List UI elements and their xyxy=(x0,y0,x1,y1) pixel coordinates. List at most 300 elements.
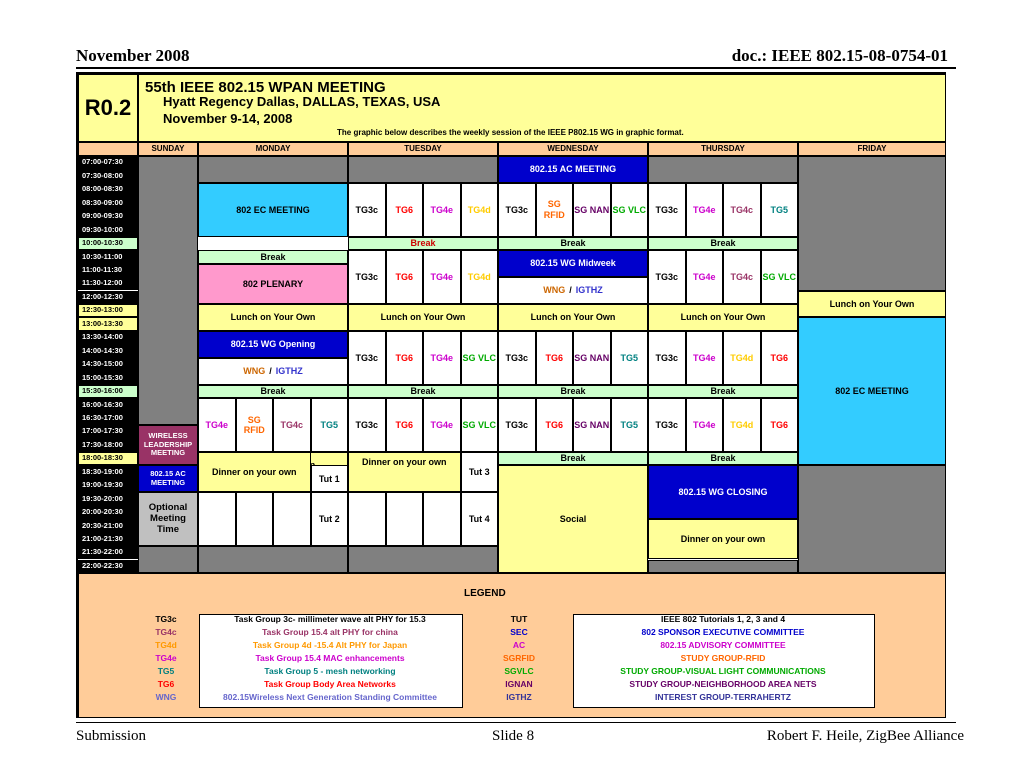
wednesday-pm1-tg6-label: TG6 xyxy=(545,352,563,363)
igthz-label: IGTHZ xyxy=(275,366,303,377)
tuesday-am-tg6-label: TG6 xyxy=(395,204,413,215)
monday-pm-tg4c-label: TG4c xyxy=(280,419,303,430)
time-slot xyxy=(78,560,138,573)
tuesday-pm2-tg4e-label: TG4e xyxy=(430,419,453,430)
monday-pm-tg4e[interactable] xyxy=(198,398,236,452)
time-slot xyxy=(78,358,138,371)
friday-lunch xyxy=(798,291,946,318)
tuesday-pm1-sg-vlc[interactable] xyxy=(461,331,499,385)
wednesday-pm2-tg3c[interactable] xyxy=(498,398,536,452)
time-slot-label: 18:30-19:00 xyxy=(82,466,123,476)
thursday-pm1-tg3c[interactable] xyxy=(648,331,686,385)
thursday-pm2-tg4d-label: TG4d xyxy=(730,419,754,430)
thursday-pm2-tg3c[interactable] xyxy=(648,398,686,452)
wednesday-pm1-tg5[interactable] xyxy=(611,331,649,385)
thursday-wg-closing-label: 802.15 WG CLOSING xyxy=(678,487,768,498)
wednesday-am-tg3c-label: TG3c xyxy=(505,204,528,215)
time-slot-label: 09:30-10:00 xyxy=(82,224,123,234)
wednesday-pm2-sg-nan[interactable] xyxy=(573,398,611,452)
banner-venue: Hyatt Regency Dallas, DALLAS, TEXAS, USA xyxy=(163,94,441,109)
tuesday-tut4-label: Tut 4 xyxy=(468,513,490,524)
time-slot xyxy=(78,479,138,492)
time-slot-label: 15:30-16:00 xyxy=(82,386,123,396)
wednesday-social xyxy=(498,465,648,573)
monday-late-gray xyxy=(198,546,348,573)
monday-tut2-label: Tut 2 xyxy=(318,513,340,524)
time-slot xyxy=(78,425,138,438)
tuesday-pm1-tg4e-label: TG4e xyxy=(430,352,453,363)
thursday-mid-sg-vlc-label: SG VLC xyxy=(762,271,796,282)
time-slot xyxy=(78,438,138,451)
tuesday-am-tg3c-label: TG3c xyxy=(355,204,378,215)
monday-evening-slot xyxy=(273,492,311,546)
tuesday-am-tg4e[interactable] xyxy=(423,183,461,237)
time-slot xyxy=(78,250,138,263)
thursday-mid-tg3c[interactable] xyxy=(648,250,686,304)
thursday-pm2-tg4d[interactable] xyxy=(723,398,761,452)
slash-label: / xyxy=(269,366,272,377)
time-slot-label: 17:00-17:30 xyxy=(82,426,123,436)
monday-early-gray xyxy=(198,156,348,183)
time-slot xyxy=(78,331,138,344)
legend-desc: STUDY GROUP-VISUAL LIGHT COMMUNICATIONS xyxy=(620,665,826,676)
monday-wg-opening xyxy=(198,331,348,358)
monday-lunch xyxy=(198,304,348,331)
time-slot-label: 15:00-15:30 xyxy=(82,372,123,382)
legend-desc: Task Group 3c- millimeter wave alt PHY for 15.3 xyxy=(234,613,426,624)
time-slot-label: 11:00-11:30 xyxy=(82,265,123,274)
tuesday-dinner-label: Dinner on your own xyxy=(362,456,447,467)
thursday-pm2-tg6-label: TG6 xyxy=(770,419,788,430)
time-slot xyxy=(78,169,138,182)
thursday-am-tg4e-label: TG4e xyxy=(692,204,716,215)
legend-abbr: WNG xyxy=(155,691,177,702)
footer-author: Robert F. Heile, ZigBee Alliance xyxy=(766,728,964,744)
tuesday-mid-tg4d[interactable] xyxy=(461,250,499,304)
monday-pm-tg5-label: TG5 xyxy=(320,419,338,430)
thursday-dinner-label: Dinner on your own xyxy=(680,534,766,545)
tuesday-break-am xyxy=(348,237,498,250)
thursday-mid-tg3c-label: TG3c xyxy=(655,271,678,282)
legend-desc: STUDY GROUP-RFID xyxy=(680,652,766,663)
tuesday-evening-slot xyxy=(423,492,461,546)
time-slot-label: 08:30-09:00 xyxy=(82,197,123,207)
thursday-pm1-tg4d-label: TG4d xyxy=(730,352,754,363)
wednesday-am-sg-rfid-label: SG RFID xyxy=(543,199,565,220)
monday-plenary xyxy=(198,264,348,304)
time-slot-label: 14:30-15:00 xyxy=(82,359,123,369)
monday-wng-igthz xyxy=(198,358,348,385)
thursday-pm1-tg4e[interactable] xyxy=(686,331,724,385)
sunday-ac-meeting xyxy=(138,465,198,492)
legend-desc: IEEE 802 Tutorials 1, 2, 3 and 4 xyxy=(660,613,786,624)
monday-evening-slot xyxy=(236,492,274,546)
monday-break-am xyxy=(198,250,348,263)
time-slot xyxy=(78,344,138,357)
legend-abbr: SGRFID xyxy=(502,652,536,663)
wednesday-pm2-tg6-label: TG6 xyxy=(545,419,563,430)
time-slot-label: 17:30-18:00 xyxy=(82,439,123,449)
wednesday-social-label: Social xyxy=(559,513,587,524)
time-slot-label: 09:00-09:30 xyxy=(82,211,123,221)
monday-pm-tg4e-label: TG4e xyxy=(205,419,228,430)
wednesday-break-am xyxy=(498,237,648,250)
time-slot-label: 16:00-16:30 xyxy=(82,399,123,409)
wednesday-wg-midweek xyxy=(498,250,648,277)
wednesday-break-eve xyxy=(498,452,648,465)
tuesday-mid-tg6-label: TG6 xyxy=(395,271,413,282)
revision-badge xyxy=(78,74,138,142)
time-slot xyxy=(78,156,138,169)
day-header-thursday xyxy=(648,142,798,156)
schedule-grid xyxy=(76,72,946,718)
time-slot xyxy=(78,546,138,559)
thursday-dinner xyxy=(648,519,798,559)
thursday-mid-tg4e-label: TG4e xyxy=(692,271,716,282)
time-slot xyxy=(78,465,138,478)
tuesday-pm1-tg6-label: TG6 xyxy=(395,352,413,363)
time-slot xyxy=(78,452,138,465)
thursday-early-gray xyxy=(648,156,798,183)
legend-desc: Task Group 5 - mesh networking xyxy=(264,665,396,676)
wednesday-break-pm-label: Break xyxy=(560,386,586,397)
optional-meeting-time xyxy=(138,492,198,546)
time-slot-label: 12:30-13:00 xyxy=(82,305,123,315)
time-slot xyxy=(78,237,138,250)
thursday-pm1-tg6-label: TG6 xyxy=(770,352,788,363)
tuesday-evening-slot xyxy=(386,492,424,546)
tuesday-evening-slot xyxy=(348,492,386,546)
monday-ec-meeting xyxy=(198,183,348,237)
tuesday-pm1-tg6[interactable] xyxy=(386,331,424,385)
thursday-pm1-tg6[interactable] xyxy=(761,331,799,385)
slash-label: / xyxy=(569,285,572,296)
wednesday-pm1-tg3c-label: TG3c xyxy=(505,352,528,363)
legend-abbr: TG3c xyxy=(155,613,177,624)
wednesday-pm2-tg3c-label: TG3c xyxy=(505,419,528,430)
wednesday-pm1-sg-nan[interactable] xyxy=(573,331,611,385)
time-slot xyxy=(78,317,138,330)
thursday-pm2-tg4e-label: TG4e xyxy=(692,419,716,430)
time-slot-label: 11:30-12:00 xyxy=(82,278,123,288)
legend-abbr: TG4c xyxy=(155,626,177,637)
header-doc-id: doc.: IEEE 802.15-08-0754-01 xyxy=(731,46,948,65)
tuesday-pm1-tg3c[interactable] xyxy=(348,331,386,385)
time-slot xyxy=(78,223,138,236)
day-header-monday-label: MONDAY xyxy=(255,144,291,154)
wednesday-am-tg3c[interactable] xyxy=(498,183,536,237)
thursday-pm1-tg4e-label: TG4e xyxy=(692,352,716,363)
wednesday-break-am-label: Break xyxy=(560,238,586,249)
thursday-mid-tg4e[interactable] xyxy=(686,250,724,304)
tuesday-am-tg4e-label: TG4e xyxy=(430,204,453,215)
time-slot-label: 13:00-13:30 xyxy=(82,318,123,328)
legend-desc: Task Group 15.4 MAC enhancements xyxy=(255,652,405,663)
legend-abbr: IGNAN xyxy=(505,678,533,689)
tuesday-pm1-sg-vlc-label: SG VLC xyxy=(462,352,496,363)
time-slot xyxy=(78,412,138,425)
tuesday-tut3[interactable] xyxy=(461,452,499,492)
wednesday-am-sg-vlc-label: SG VLC xyxy=(612,204,646,215)
wednesday-pm2-sg-nan-label: SG NAN xyxy=(574,419,610,430)
time-slot-label: 21:00-21:30 xyxy=(82,534,123,543)
thursday-am-tg5-label: TG5 xyxy=(770,204,788,215)
tuesday-mid-tg4e-label: TG4e xyxy=(430,271,453,282)
friday-late-gray xyxy=(798,465,946,573)
time-slot xyxy=(78,264,138,277)
friday-lunch-label: Lunch on Your Own xyxy=(829,298,915,309)
legend-abbr: TG4e xyxy=(155,652,177,663)
legend-abbr: TG4d xyxy=(155,639,177,650)
wednesday-am-sg-vlc[interactable] xyxy=(611,183,649,237)
monday-break-pm xyxy=(198,385,348,398)
time-slot-label: 21:30-22:00 xyxy=(82,547,123,557)
thursday-am-tg3c-label: TG3c xyxy=(655,204,678,215)
monday-tut2[interactable] xyxy=(311,492,349,546)
time-slot xyxy=(78,304,138,317)
wednesday-pm1-sg-nan-label: SG NAN xyxy=(574,352,610,363)
wednesday-pm2-tg5-label: TG5 xyxy=(620,419,638,430)
footer-slide: Slide 8 xyxy=(492,728,535,744)
monday-dinner xyxy=(198,452,311,492)
tuesday-pm1-tg3c-label: TG3c xyxy=(355,352,378,363)
day-header-wednesday-label: WEDNESDAY xyxy=(547,144,599,154)
time-slot-label: 20:30-21:00 xyxy=(82,520,123,530)
monday-break-pm-label: Break xyxy=(260,386,286,397)
legend-abbr: AC xyxy=(512,639,526,650)
monday-pm-tg4c[interactable] xyxy=(273,398,311,452)
day-header-blank xyxy=(78,142,138,156)
thursday-am-tg4e[interactable] xyxy=(686,183,724,237)
thursday-mid-sg-vlc[interactable] xyxy=(761,250,799,304)
revision-badge-label: R0.2 xyxy=(84,95,132,121)
sunday-gray xyxy=(138,156,198,425)
tuesday-dinner xyxy=(348,452,461,492)
tuesday-pm2-tg4e[interactable] xyxy=(423,398,461,452)
day-header-friday-label: FRIDAY xyxy=(857,144,887,154)
tuesday-tut4[interactable] xyxy=(461,492,499,546)
banner-note: The graphic below describes the weekly session of the IEEE P802.15 WG in graphic format. xyxy=(337,128,684,137)
wednesday-ac-meeting xyxy=(498,156,648,183)
monday-tut1[interactable] xyxy=(311,465,349,492)
thursday-pm1-tg4d[interactable] xyxy=(723,331,761,385)
banner-title: 55th IEEE 802.15 WPAN MEETING xyxy=(145,79,386,96)
friday-ec-meeting-label: 802 EC MEETING xyxy=(835,386,909,397)
legend-desc: 802.15Wireless Next Generation Standing Committee xyxy=(223,691,437,702)
tuesday-am-tg6[interactable] xyxy=(386,183,424,237)
banner-box xyxy=(138,74,946,142)
legend-abbr: SEC xyxy=(510,626,528,637)
thursday-break-am-label: Break xyxy=(710,238,736,249)
wednesday-lunch-label: Lunch on Your Own xyxy=(530,312,616,323)
legend-panel xyxy=(78,573,946,718)
day-header-wednesday xyxy=(498,142,648,156)
legend-desc: INTEREST GROUP-TERRAHERTZ xyxy=(655,691,791,702)
friday-gray xyxy=(798,156,946,291)
tuesday-mid-tg6[interactable] xyxy=(386,250,424,304)
wng-label: WNG xyxy=(543,285,566,296)
thursday-lunch-label: Lunch on Your Own xyxy=(680,312,766,323)
time-slot-label: 22:00-22:30 xyxy=(82,560,123,570)
thursday-am-tg3c[interactable] xyxy=(648,183,686,237)
footer-submission: Submission xyxy=(76,728,147,744)
legend-title: LEGEND xyxy=(464,587,506,599)
monday-pm-sg-rfid-label: SG RFID xyxy=(243,414,265,435)
time-slot-label: 20:00-20:30 xyxy=(82,507,123,517)
monday-pm-tg5[interactable] xyxy=(311,398,349,452)
thursday-am-tg5[interactable] xyxy=(761,183,799,237)
monday-lunch-label: Lunch on Your Own xyxy=(230,312,316,323)
legend-abbr: TG5 xyxy=(157,665,175,676)
monday-tut1-label: Tut 1 xyxy=(318,473,340,484)
igthz-label: IGTHZ xyxy=(575,285,603,296)
tuesday-am-tg4d[interactable] xyxy=(461,183,499,237)
optional-meeting-time-label: Optional Meeting Time xyxy=(148,501,188,535)
tuesday-pm2-sg-vlc-label: SG VLC xyxy=(462,419,496,430)
tuesday-mid-tg4e[interactable] xyxy=(423,250,461,304)
tuesday-pm2-tg3c[interactable] xyxy=(348,398,386,452)
wednesday-am-sg-rfid[interactable] xyxy=(536,183,574,237)
day-header-monday xyxy=(198,142,348,156)
tuesday-lunch xyxy=(348,304,498,331)
wednesday-pm2-tg6[interactable] xyxy=(536,398,574,452)
legend-abbr: SGVLC xyxy=(504,665,534,676)
thursday-lunch xyxy=(648,304,798,331)
tuesday-break-am-label: Break xyxy=(410,238,436,249)
wng-label: WNG xyxy=(243,366,266,377)
legend-desc: Task Group 4d -15.4 Alt PHY for Japan xyxy=(252,639,408,650)
monday-plenary-label: 802 PLENARY xyxy=(242,278,304,289)
tuesday-pm2-tg3c-label: TG3c xyxy=(355,419,378,430)
thursday-mid-tg4c[interactable] xyxy=(723,250,761,304)
tuesday-break-pm-label: Break xyxy=(410,386,436,397)
header-rule xyxy=(76,67,956,69)
wednesday-pm1-tg3c[interactable] xyxy=(498,331,536,385)
wednesday-wng-igthz xyxy=(498,277,648,304)
wednesday-pm1-tg6[interactable] xyxy=(536,331,574,385)
day-header-sunday xyxy=(138,142,198,156)
header-date: November 2008 xyxy=(76,46,190,65)
day-header-tuesday-label: TUESDAY xyxy=(404,144,442,154)
monday-evening-slot xyxy=(198,492,236,546)
legend-desc: Task Group Body Area Networks xyxy=(264,678,396,689)
monday-break-am-label: Break xyxy=(260,251,286,262)
time-slot xyxy=(78,533,138,546)
banner-dates: November 9-14, 2008 xyxy=(163,111,293,126)
legend-desc: Task Group 15.4 alt PHY for china xyxy=(262,626,398,637)
thursday-break-pm xyxy=(648,385,798,398)
wednesday-break-pm xyxy=(498,385,648,398)
wednesday-pm2-tg5[interactable] xyxy=(611,398,649,452)
thursday-mid-tg4c-label: TG4c xyxy=(730,271,753,282)
legend-desc: 802 SPONSOR EXECUTIVE COMMITTEE xyxy=(641,626,805,637)
tuesday-tut3-label: Tut 3 xyxy=(468,466,490,477)
wednesday-break-eve-label: Break xyxy=(560,453,586,464)
tuesday-pm2-tg6[interactable] xyxy=(386,398,424,452)
time-slot-label: 08:00-08:30 xyxy=(82,184,123,194)
thursday-am-tg4c[interactable] xyxy=(723,183,761,237)
time-slot xyxy=(78,277,138,290)
monday-ec-meeting-label: 802 EC MEETING xyxy=(236,204,310,215)
wireless-leadership-meeting-label: WIRELESS LEADERSHIP MEETING xyxy=(143,431,193,458)
friday-ec-meeting xyxy=(798,317,946,465)
time-slot-label: 07:00-07:30 xyxy=(82,157,123,167)
wednesday-am-sg-nan[interactable] xyxy=(573,183,611,237)
tuesday-late-gray xyxy=(348,546,498,573)
tuesday-am-tg4d-label: TG4d xyxy=(467,204,491,215)
tuesday-mid-tg3c[interactable] xyxy=(348,250,386,304)
thursday-break-eve-label: Break xyxy=(710,453,736,464)
time-slot xyxy=(78,506,138,519)
tuesday-pm2-tg6-label: TG6 xyxy=(395,419,413,430)
tuesday-mid-tg3c-label: TG3c xyxy=(355,271,378,282)
thursday-late-gray xyxy=(648,560,798,573)
thursday-pm2-tg6[interactable] xyxy=(761,398,799,452)
time-slot xyxy=(78,398,138,411)
day-header-thursday-label: THURSDAY xyxy=(701,144,745,154)
monday-dinner-label: Dinner on your own xyxy=(212,466,297,477)
time-slot-label: 16:30-17:00 xyxy=(82,412,123,422)
day-header-sunday-label: SUNDAY xyxy=(151,144,185,154)
wednesday-wg-midweek-label: 802.15 WG Midweek xyxy=(530,258,616,269)
footer-rule xyxy=(76,722,956,723)
tuesday-lunch-label: Lunch on Your Own xyxy=(380,312,466,323)
day-header-tuesday xyxy=(348,142,498,156)
time-slot-label: 07:30-08:00 xyxy=(82,170,123,180)
legend-abbr: TUT xyxy=(510,613,528,624)
time-slot xyxy=(78,291,138,304)
legend-desc: 802.15 ADVISORY COMMITTEE xyxy=(660,639,786,650)
time-slot-label: 10:00-10:30 xyxy=(82,238,123,248)
tuesday-mid-tg4d-label: TG4d xyxy=(467,271,491,282)
thursday-break-eve xyxy=(648,452,798,465)
day-header-friday xyxy=(798,142,946,156)
time-slot-label: 10:30-11:00 xyxy=(82,251,123,261)
sunday-late-gray xyxy=(138,546,198,573)
tuesday-pm2-sg-vlc[interactable] xyxy=(461,398,499,452)
thursday-wg-closing xyxy=(648,465,798,519)
thursday-pm2-tg4e[interactable] xyxy=(686,398,724,452)
time-slot xyxy=(78,371,138,384)
monday-pm-sg-rfid[interactable] xyxy=(236,398,274,452)
thursday-break-pm-label: Break xyxy=(710,386,736,397)
sunday-ac-meeting-label: 802.15 AC MEETING xyxy=(150,469,186,487)
wireless-leadership-meeting xyxy=(138,425,198,465)
time-slot xyxy=(78,385,138,398)
legend-abbr: IGTHZ xyxy=(506,691,532,702)
tuesday-early-gray xyxy=(348,156,498,183)
tuesday-am-tg3c[interactable] xyxy=(348,183,386,237)
tuesday-break-pm xyxy=(348,385,498,398)
wednesday-pm1-tg5-label: TG5 xyxy=(620,352,638,363)
thursday-break-am xyxy=(648,237,798,250)
wednesday-ac-meeting-label: 802.15 AC MEETING xyxy=(529,164,617,175)
time-slot-label: 12:00-12:30 xyxy=(82,291,123,301)
wednesday-am-sg-nan-label: SG NAN xyxy=(574,204,610,215)
time-slot-label: 19:30-20:00 xyxy=(82,493,123,503)
time-slot-label: 14:00-14:30 xyxy=(82,345,123,355)
thursday-pm2-tg3c-label: TG3c xyxy=(655,419,678,430)
time-slot-label: 18:00-18:30 xyxy=(82,453,123,463)
time-slot-label: 13:30-14:00 xyxy=(82,332,123,342)
monday-wg-opening-label: 802.15 WG Opening xyxy=(230,339,316,350)
time-slot xyxy=(78,492,138,505)
tuesday-pm1-tg4e[interactable] xyxy=(423,331,461,385)
time-slot-label: 19:00-19:30 xyxy=(82,480,123,490)
time-slot xyxy=(78,210,138,223)
time-slot xyxy=(78,196,138,209)
legend-abbr: TG6 xyxy=(157,678,175,689)
